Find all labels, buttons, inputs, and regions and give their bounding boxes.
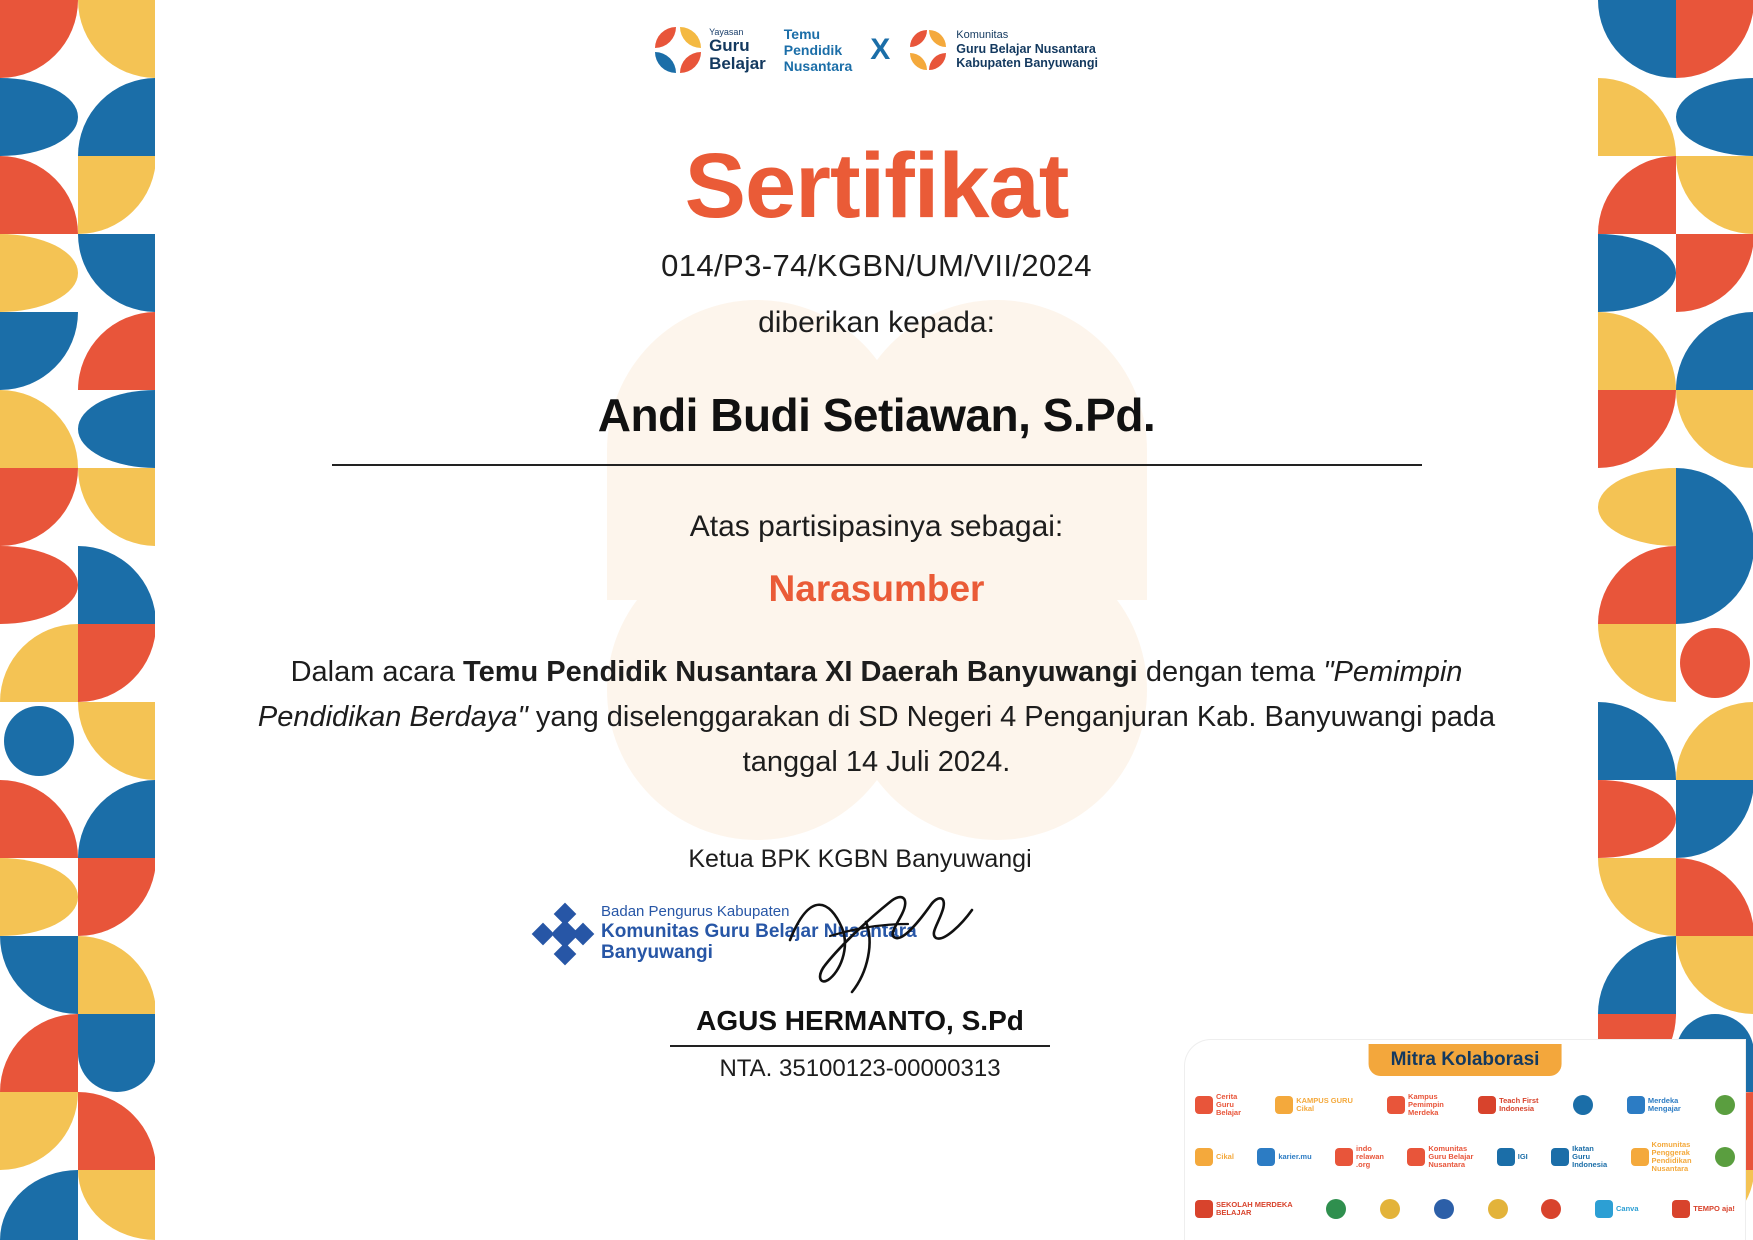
partner-mark-icon bbox=[1434, 1199, 1454, 1219]
partner-row bbox=[1195, 1082, 1735, 1128]
partner-mark-icon bbox=[1631, 1148, 1649, 1166]
sign-org-line2: Komunitas Guru Belajar Nusantara bbox=[601, 920, 917, 942]
partner-logo bbox=[1672, 1200, 1735, 1218]
partner-label: Kampus Pemimpin Merdeka bbox=[1408, 1092, 1444, 1117]
desc-part1: Dalam acara bbox=[290, 656, 455, 688]
partner-logo bbox=[1478, 1096, 1538, 1114]
partner-mark-icon bbox=[1715, 1095, 1735, 1115]
event-description bbox=[217, 650, 1537, 785]
page-title: Sertifikat bbox=[684, 135, 1069, 237]
given-to-label: diberikan kepada: bbox=[758, 306, 995, 339]
signer-nta: NTA. 35100123-00000313 bbox=[719, 1055, 1001, 1082]
partner-label: Canva bbox=[1615, 1204, 1639, 1214]
participation-label: Atas partisipasinya sebagai: bbox=[689, 510, 1064, 543]
desc-part3: yang diselenggarakan di SD Negeri 4 Penganjuran Kab. Banyuwangi pada tanggal 14 Juli 2024. bbox=[535, 700, 1496, 778]
partner-mark-icon bbox=[1595, 1200, 1613, 1218]
partner-row bbox=[1195, 1134, 1735, 1180]
partner-logo bbox=[1541, 1199, 1561, 1219]
certificate-number: 014/P3-74/KGBN/UM/VII/2024 bbox=[661, 248, 1092, 283]
partner-label: TEMPO aja! bbox=[1693, 1204, 1735, 1214]
partner-label: karier.mu bbox=[1278, 1152, 1312, 1162]
partner-mark-icon bbox=[1407, 1148, 1425, 1166]
partner-label: indo relawan .org bbox=[1356, 1144, 1384, 1169]
tpn-line1: Temu bbox=[783, 26, 821, 42]
partner-logo bbox=[1715, 1095, 1735, 1115]
partner-label: Teach First Indonesia bbox=[1499, 1096, 1539, 1113]
handwritten-signature bbox=[770, 880, 1000, 1000]
partner-mark-icon bbox=[1488, 1199, 1508, 1219]
collaboration-x-icon: X bbox=[870, 33, 891, 67]
partners-panel bbox=[1185, 1040, 1745, 1240]
signer-name: AGUS HERMANTO, S.Pd bbox=[696, 1005, 1024, 1036]
partner-mark-icon bbox=[1195, 1200, 1213, 1218]
signature-block bbox=[480, 845, 1240, 1083]
partner-row bbox=[1195, 1186, 1735, 1232]
partner-logo bbox=[1627, 1096, 1681, 1114]
tpn-line3: Nusantara bbox=[783, 58, 853, 75]
desc-event: Temu Pendidik Nusantara XI Daerah Banyuwangi bbox=[463, 656, 1138, 688]
partner-label: Ikatan Guru Indonesia bbox=[1572, 1144, 1608, 1169]
partner-logo bbox=[1595, 1200, 1639, 1218]
partner-logo bbox=[1407, 1145, 1473, 1169]
certificate-body bbox=[200, 0, 1553, 785]
partner-label: Merdeka Mengajar bbox=[1647, 1096, 1681, 1113]
tpn-line2: Pendidik bbox=[783, 42, 843, 59]
partner-logo bbox=[1387, 1093, 1444, 1117]
diamond-icon bbox=[535, 906, 591, 962]
kgbn-line1: Komunitas bbox=[956, 29, 1009, 42]
partner-logo bbox=[1380, 1199, 1400, 1219]
partners-title: Mitra Kolaborasi bbox=[1369, 1044, 1562, 1076]
partner-mark-icon bbox=[1573, 1095, 1593, 1115]
sign-org-line1: Badan Pengurus Kabupaten bbox=[601, 903, 790, 920]
partner-mark-icon bbox=[1672, 1200, 1690, 1218]
partner-logo bbox=[1551, 1145, 1607, 1169]
signature-row bbox=[480, 874, 1240, 999]
partner-logo bbox=[1715, 1147, 1735, 1167]
partner-mark-icon bbox=[1275, 1096, 1293, 1114]
partner-label: Cikal bbox=[1216, 1152, 1234, 1162]
partner-logo bbox=[1573, 1095, 1593, 1115]
partner-logo bbox=[1326, 1199, 1346, 1219]
partner-mark-icon bbox=[1551, 1148, 1569, 1166]
partner-logo bbox=[1631, 1141, 1692, 1173]
partner-logo bbox=[1434, 1199, 1454, 1219]
logo-yayasan-label: Yayasan bbox=[709, 26, 744, 37]
partner-mark-icon bbox=[1326, 1199, 1346, 1219]
recipient-divider bbox=[332, 464, 1422, 466]
signature-divider bbox=[670, 1045, 1050, 1047]
partner-label: Cerita Guru Belajar bbox=[1216, 1092, 1242, 1117]
partner-mark-icon bbox=[1387, 1096, 1405, 1114]
partner-mark-icon bbox=[1380, 1199, 1400, 1219]
partner-mark-icon bbox=[1541, 1199, 1561, 1219]
partner-label: Komunitas Guru Belajar Nusantara bbox=[1428, 1144, 1474, 1169]
recipient-name: Andi Budi Setiawan, S.Pd. bbox=[597, 389, 1156, 441]
decorative-border-left bbox=[0, 0, 155, 1240]
kgbn-line3: Kabupaten Banyuwangi bbox=[956, 56, 1098, 71]
partner-label: KAMPUS GURU Cikal bbox=[1296, 1096, 1353, 1113]
partner-logo bbox=[1488, 1199, 1508, 1219]
logo-belajar-label: Belajar bbox=[709, 53, 766, 73]
partner-logo bbox=[1195, 1148, 1234, 1166]
partner-logo bbox=[1335, 1145, 1384, 1169]
partner-label: SEKOLAH MERDEKA BELAJAR bbox=[1216, 1200, 1293, 1217]
partner-mark-icon bbox=[1195, 1096, 1213, 1114]
sign-org-line3: Banyuwangi bbox=[601, 942, 713, 964]
partner-mark-icon bbox=[1257, 1148, 1275, 1166]
partner-mark-icon bbox=[1497, 1148, 1515, 1166]
partner-mark-icon bbox=[1715, 1147, 1735, 1167]
partner-logo bbox=[1195, 1200, 1293, 1218]
kgbn-line2: Guru Belajar Nusantara bbox=[956, 42, 1096, 57]
partner-mark-icon bbox=[1335, 1148, 1353, 1166]
partner-mark-icon bbox=[1627, 1096, 1645, 1114]
partner-logo bbox=[1275, 1096, 1353, 1114]
partner-label: Komunitas Penggerak Pendidikan Nusantara bbox=[1651, 1140, 1692, 1173]
partner-logo bbox=[1195, 1093, 1241, 1117]
partner-mark-icon bbox=[1195, 1148, 1213, 1166]
partner-label: IGI bbox=[1517, 1152, 1528, 1162]
partner-logo bbox=[1257, 1148, 1311, 1166]
partners-grid bbox=[1195, 1082, 1735, 1232]
desc-theme: "Pemimpin Pendidikan Berdaya" bbox=[257, 656, 1463, 733]
partner-logo bbox=[1497, 1148, 1528, 1166]
partner-mark-icon bbox=[1478, 1096, 1496, 1114]
logo-guru-label: Guru bbox=[709, 36, 750, 56]
recipient-role: Narasumber bbox=[768, 568, 985, 609]
desc-part2: dengan tema bbox=[1145, 656, 1316, 688]
signature-role-title: Ketua BPK KGBN Banyuwangi bbox=[688, 845, 1032, 873]
